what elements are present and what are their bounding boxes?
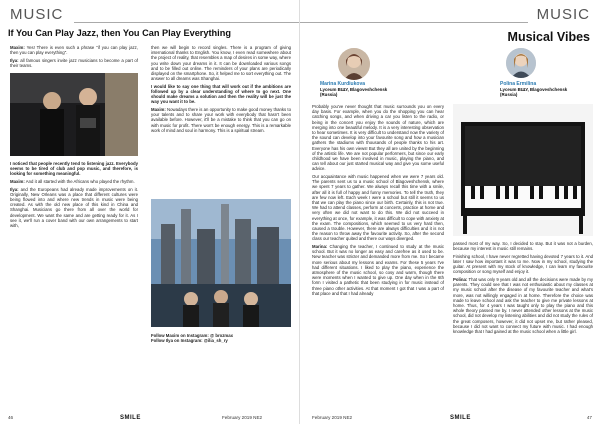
speaker-name: Maxim: (10, 179, 25, 184)
author-meta-1: Lyceum ВШУ, Blagoveshchensk (Russia) (320, 87, 388, 98)
paragraph-text: That was only 9 years old and all the decisions were made by my parents. They could see that I was not enthusiastic about my classes at my music school after the disease of my favourite teacher and what's more, was not willingly engaged in at home. Therefore the choice was made to leave school and ask the teacher to give me private lessons at home. Thus, for 4 years I was taught only to play the piano and this whole theory passed me by. I never attended other lessons at the music school, did not develop my listening abilities and did not study the rules of the great composers, however, it did not upset me, but rather pleased, because I did not want to connect my future with music. I had enough knowledge that I had gained at the music school when a little girl. (453, 277, 593, 335)
paragraph: I would like to say one thing that will work out if the ambitions are followed up by a clear understanding of where to go next. One should make dreams a solution and then the reality will be just the way you want it to be. (151, 83, 291, 105)
page-number-right: 47 (586, 415, 592, 420)
paragraph (453, 277, 593, 334)
author-portrait-2 (506, 48, 536, 78)
paragraph: Finishing school, I have never regretted having devoted 7 years to it. And later I saw how important it was to me. Now in my school, studying the guitar. At present with my stock of knowledge, I can learn my favourite composition or song myself and enjoy it. (453, 253, 593, 275)
paragraph: passed most of my way. So, I decided to stay. But it was not a burden, because my interest in music still remains. (453, 241, 593, 252)
speaker-name: Marina: (312, 244, 328, 250)
paragraph (10, 58, 138, 68)
photo-piano-image (453, 104, 593, 236)
paragraph (10, 187, 138, 229)
follow-lines (151, 333, 291, 343)
header-rule (74, 22, 300, 23)
section-label: MUSIC (536, 6, 590, 23)
photo-musicians-image (10, 73, 138, 156)
text-column-1 (312, 104, 444, 298)
paragraph-text: Changing the teacher, I continued to study at the music school. But it was no longer as easy and carefree as it used to be. New teacher was stricter and demanded more from me. So I became more serious about my lessons and exams. For these 5 years I've had different situations. I liked to play the piano, experience the atmosphere of the music school, so cosy and warm, though there were moments when I wanted to give up. One day when in the 6th form I visited a pathetic that been studying in for music instead of three piano other activities. At that moment I got that I was a part of that place and that I had already (312, 244, 444, 296)
issue-label: February 2019 NE2 (222, 415, 263, 420)
paragraph (10, 179, 138, 184)
paragraph-text: and the Europeans had already made improvements on it. Originally, New Orleans was a place that different cultures were being flowed into and where new trends in music were being created. As with the old new place of this kind in China and Shanghai. Musicians go there from all over the world for development. We want the same and are getting ready for it. As I see it, we'll run a cover band with our own arrangements to start with, (10, 186, 138, 229)
magazine-logo: SMILE (120, 415, 141, 421)
follow-maxim: Follow Maxim on Instagram: @ brozmax (151, 333, 234, 338)
author-portrait-2-image (506, 48, 536, 78)
right-page (300, 0, 600, 424)
text-column-1-lower (10, 161, 138, 231)
paragraph: then we will begin to record singles. There is a program of giving international thanks to English. You know, I even read somewhere about the project of reality, that resembles a map of desires in some way, where you write down your dreams in it. It can be downloaded various songs and to be filled out online. The reminders of your plans are periodically displayed on the smartphone. So, it helped me to sort everything out. The answer to all dreams was Shanghai. (151, 45, 291, 82)
section-label: MUSIC (10, 6, 64, 23)
page-number-left: 46 (8, 415, 14, 420)
author-portrait-1-image (338, 48, 370, 80)
speaker-name: Ilya: (10, 57, 19, 63)
paragraph (151, 107, 291, 133)
author-name-1: Marina Kurdiukova (320, 81, 366, 87)
photo-city (151, 199, 291, 327)
speaker-name: Maxim: (10, 45, 25, 50)
issue-label: February 2019 NE2 (312, 415, 353, 420)
paragraph (312, 244, 444, 296)
photo-piano (453, 104, 593, 236)
paragraph: Our acquaintance with music happened when we were 7 years old. The parents sent us to a music school of Blagoveshchensk, where we spent 7 years to gather. We always recall this time with a smile, after all it is full of happy and funny memories. To tell the truth, they are few now left. Each week I were a school but still it seems to us that we can play the piano since our birth. Certainly, this is not true. We had to attend classes, perform at concerts, practice at home and very often we did not want to do this. We did not succeed in everything at once, for example, it was difficult to cope with anxiety at the exam. The compositions, which seemed to us very hard then, caused a trouble. However, there are always difficulties and it is not the reason to throw away the favourite activity. So, after the second class our teacher quited and there our ways diverged. (312, 174, 444, 242)
speaker-name: Maxim: (151, 107, 166, 113)
paragraph-text: all famous singers invite jazz musicians to become a part of their teams. (10, 57, 138, 68)
author-meta-2: Lyceum ВШУ, Blagoveshchensk (Russia) (500, 87, 568, 98)
author-portrait-1 (338, 48, 370, 80)
speaker-name: Polina: (453, 277, 468, 282)
text-column-2 (151, 45, 291, 135)
author-info-2 (500, 82, 580, 98)
header-rule (300, 22, 528, 23)
paragraph (10, 45, 138, 55)
magazine-logo: SMILE (450, 415, 471, 421)
article-headline: Musical Vibes (507, 30, 590, 44)
paragraph-text: And it all started with the Africans who played the rhythm. (24, 179, 135, 184)
author-name-2: Polina Ermilina (500, 81, 537, 87)
author-info-1 (320, 82, 390, 98)
text-column-2 (453, 241, 593, 337)
article-headline: If You Can Play Jazz, then You Can Play Everything (8, 28, 231, 38)
paragraph: I noticed that people recently tend to listening jazz. Everybody seems to be tired of club and pop music, and therefore, is looking for something meaningful. (10, 161, 138, 177)
paragraph-text: Nowadays there is an opportunity to make good money thanks to your talents and to share your work with everybody that hasn't been available before. However, it'll be a mistake to think that you can go on with music for profit. There won't be enough energy. This is a remarkable work of mind and soul in harmony. This is a spiritual stream. (151, 107, 291, 133)
text-column-1-upper (10, 45, 138, 71)
follow-ilya: Follow Ilya on Instagram: @ilia_sh_ry (151, 338, 228, 344)
photo-musicians (10, 73, 138, 156)
speaker-name: Ilya: (10, 186, 19, 192)
photo-city-image (151, 199, 291, 327)
paragraph: Probably you've never thought that music surrounds you on every day basis. For example, when you do the shopping you can hear catching songs, and when driving a car you listen to the radio, or being in the concert you enjoy the sounds of nature, which are merging into one beautiful melody. It is a very interesting observation to hear sometimes. It is very difficult to understand now the variety of the sound can develop into your favourite song and how a musician gathers the stadiums with thousands of people thanks to his art. Everyone has his own views! But they all are united by the beginning of the artistic life. We are not popular performers, but since our early childhood we have been involved in music, playing the piano, and can tell about our just started musical way and give you some useful advice. (312, 104, 444, 172)
paragraph-text: Yes! There is even such a phrase "if you can play jazz, then you can play everything". (10, 45, 138, 56)
